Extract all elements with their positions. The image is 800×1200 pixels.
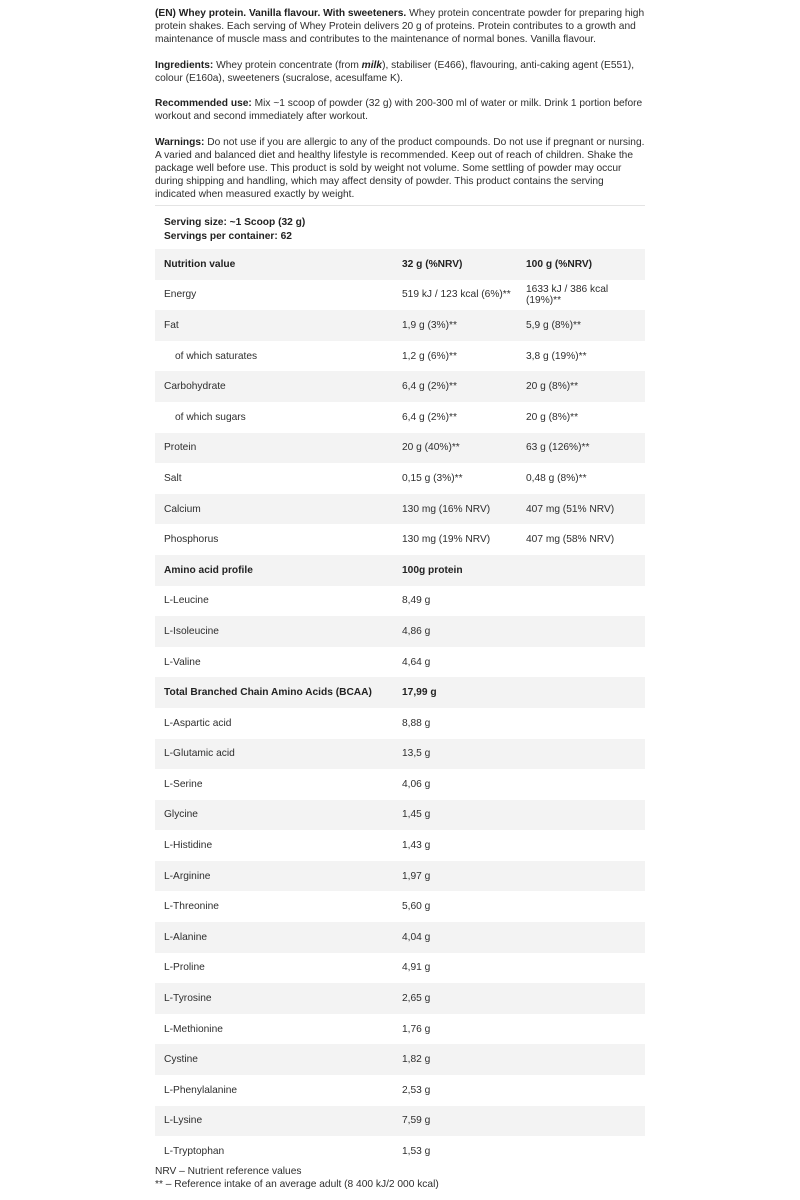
table-cell-c3: 0,48 g (8%)** — [526, 472, 587, 484]
table-cell-c3 — [526, 708, 645, 739]
table-row — [155, 555, 645, 586]
table-row — [155, 586, 645, 617]
table-cell-c3 — [526, 922, 645, 953]
table-cell-c2: 8,49 g — [402, 595, 431, 607]
table-cell-c3 — [526, 953, 645, 984]
table-row — [155, 922, 645, 953]
table-row — [155, 861, 645, 892]
table-row — [155, 280, 645, 311]
table-cell-c2: 1,2 g (6%)** — [402, 350, 457, 362]
table-row — [155, 800, 645, 831]
table-cell-c1: L-Lysine — [155, 1106, 402, 1137]
intro-paragraph — [155, 7, 645, 46]
table-cell-c2: 0,15 g (3%)** — [402, 472, 463, 484]
intro-heading: (EN) Whey protein. Vanilla flavour. With sweeteners. — [155, 8, 407, 19]
divider — [155, 205, 645, 206]
table-cell-c2: 1,45 g — [402, 800, 526, 831]
table-cell-c1: L-Histidine — [164, 840, 213, 852]
table-cell-c1: of which saturates — [175, 350, 258, 362]
table-cell-c2: 6,4 g (2%)** — [402, 371, 526, 402]
table-cell-c1: Phosphorus — [164, 534, 219, 546]
table-cell-c3 — [526, 586, 645, 617]
table-cell-c2: 8,88 g — [402, 717, 431, 729]
table-row — [155, 708, 645, 739]
recommended-use-text: Mix ~1 scoop of powder (32 g) with 200-300 ml of water or milk. Drink 1 portion before workout and second immediately after workout. — [155, 98, 643, 123]
table-cell-c2: 1,76 g — [402, 1023, 431, 1035]
table-cell-c1: L-Valine — [164, 656, 201, 668]
table-row — [155, 1106, 645, 1137]
table-row — [155, 830, 645, 861]
table-cell-c3 — [526, 616, 645, 647]
ingredients-text-after: ), stabiliser (E466), flavouring, anti-caking agent (E551), colour (E160a), sweeteners (sucralose, acesulfame K). — [155, 60, 635, 85]
table-cell-c2: 100g protein — [402, 555, 526, 586]
table-cell-c2: 1,97 g — [402, 861, 526, 892]
table-cell-c2: 2,65 g — [402, 983, 526, 1014]
table-cell-c3 — [526, 555, 645, 586]
table-cell-c3 — [526, 677, 645, 708]
table-row — [155, 1044, 645, 1075]
table-cell-c1: Nutrition value — [155, 249, 402, 280]
table-cell-c1: of which sugars — [175, 411, 246, 423]
table-row — [155, 1136, 645, 1167]
table-cell-c1: Calcium — [155, 494, 402, 525]
table-cell-c2: 5,60 g — [402, 901, 431, 913]
table-cell-c2: 1,82 g — [402, 1044, 526, 1075]
table-cell-c1: Total Branched Chain Amino Acids (BCAA) — [155, 677, 402, 708]
table-cell-c3: 20 g (8%)** — [526, 411, 579, 423]
table-row — [155, 739, 645, 770]
ingredients-text-before: Whey protein concentrate (from — [213, 60, 362, 71]
table-row — [155, 433, 645, 464]
table-row — [155, 677, 645, 708]
nutrition-table — [155, 249, 645, 1167]
table-cell-c3 — [526, 861, 645, 892]
table-cell-c1: L-Glutamic acid — [155, 739, 402, 770]
table-cell-c2: 4,04 g — [402, 922, 526, 953]
table-cell-c3 — [526, 891, 645, 922]
table-cell-c2: 20 g (40%)** — [402, 433, 526, 464]
table-cell-c2: 1,53 g — [402, 1146, 431, 1158]
table-cell-c3: 20 g (8%)** — [526, 371, 645, 402]
table-cell-c1: L-Methionine — [164, 1023, 223, 1035]
table-cell-c2: 7,59 g — [402, 1106, 526, 1137]
table-cell-c3 — [526, 1106, 645, 1137]
table-row — [155, 647, 645, 678]
footnote-reference: ** – Reference intake of an average adult (8 400 kJ/2 000 kcal) — [155, 1178, 439, 1190]
table-cell-c1: Amino acid profile — [155, 555, 402, 586]
table-cell-c3: 100 g (%NRV) — [526, 249, 645, 280]
table-cell-c2: 519 kJ / 123 kcal (6%)** — [402, 289, 511, 301]
table-row — [155, 1014, 645, 1045]
footnote-nrv: NRV – Nutrient reference values — [155, 1166, 302, 1177]
footnotes — [155, 1166, 439, 1191]
table-cell-c2: 1,9 g (3%)** — [402, 310, 526, 341]
table-cell-c1: L-Proline — [164, 962, 205, 974]
table-cell-c1: L-Serine — [164, 778, 203, 790]
table-cell-c2: 130 mg (16% NRV) — [402, 494, 526, 525]
table-row — [155, 371, 645, 402]
table-row — [155, 769, 645, 800]
servings-per-container: Servings per container: 62 — [164, 231, 292, 242]
table-cell-c3: 5,9 g (8%)** — [526, 310, 645, 341]
table-cell-c3 — [526, 1075, 645, 1106]
table-cell-c3: 407 mg (58% NRV) — [526, 534, 615, 546]
intro-text: Whey protein concentrate powder for preparing high protein shakes. Each serving of Whey Protein delivers 20 g of proteins. Protein contributes to a growth and maintenance of muscle mass and contributes to the maintenance of normal bones. Vanilla flavour. — [155, 8, 645, 46]
table-cell-c3: 407 mg (51% NRV) — [526, 494, 645, 525]
table-cell-c3 — [526, 800, 645, 831]
table-cell-c2: 4,06 g — [402, 778, 431, 790]
table-row — [155, 463, 645, 494]
table-cell-c3 — [526, 1044, 645, 1075]
serving-size: Serving size: ~1 Scoop (32 g) — [164, 217, 306, 228]
table-cell-c3 — [526, 1014, 645, 1045]
table-cell-c2: 32 g (%NRV) — [402, 249, 526, 280]
table-cell-c3 — [526, 647, 645, 678]
table-row — [155, 341, 645, 372]
table-cell-c3 — [526, 769, 645, 800]
table-cell-c2: 4,64 g — [402, 656, 431, 668]
table-cell-c1: Glycine — [155, 800, 402, 831]
table-cell-c2: 4,86 g — [402, 616, 526, 647]
serving-info — [164, 216, 305, 244]
warnings-paragraph — [155, 136, 645, 201]
recommended-use-paragraph — [155, 97, 645, 123]
table-cell-c3: 1633 kJ / 386 kcal (19%)** — [526, 283, 609, 306]
table-cell-c1: L-Tyrosine — [155, 983, 402, 1014]
table-cell-c1: L-Alanine — [155, 922, 402, 953]
table-cell-c2: 130 mg (19% NRV) — [402, 534, 491, 546]
ingredients-allergen: milk — [361, 60, 383, 71]
table-row — [155, 616, 645, 647]
table-row — [155, 524, 645, 555]
table-cell-c3 — [526, 830, 645, 861]
table-cell-c3 — [526, 739, 645, 770]
recommended-use-label: Recommended use: — [155, 98, 252, 109]
table-row — [155, 1075, 645, 1106]
table-cell-c3: 63 g (126%)** — [526, 433, 645, 464]
table-cell-c2: 4,91 g — [402, 962, 431, 974]
table-row — [155, 983, 645, 1014]
ingredients-paragraph — [155, 59, 645, 85]
table-cell-c1: Cystine — [155, 1044, 402, 1075]
table-cell-c1: L-Phenylalanine — [164, 1084, 238, 1096]
table-cell-c1: Protein — [155, 433, 402, 464]
table-cell-c1: Carbohydrate — [155, 371, 402, 402]
table-row — [155, 249, 645, 280]
table-cell-c1: Fat — [155, 310, 402, 341]
table-row — [155, 494, 645, 525]
table-cell-c3: 3,8 g (19%)** — [526, 350, 587, 362]
table-cell-c1: L-Isoleucine — [155, 616, 402, 647]
table-cell-c2: 1,43 g — [402, 840, 431, 852]
table-cell-c2: 2,53 g — [402, 1084, 431, 1096]
table-cell-c1: L-Aspartic acid — [164, 717, 232, 729]
warnings-label: Warnings: — [155, 137, 205, 148]
table-cell-c1: L-Tryptophan — [164, 1146, 225, 1158]
table-cell-c2: 6,4 g (2%)** — [402, 411, 457, 423]
table-cell-c3 — [526, 1136, 645, 1167]
ingredients-label: Ingredients: — [155, 60, 214, 71]
table-row — [155, 402, 645, 433]
table-cell-c2: 13,5 g — [402, 739, 526, 770]
table-cell-c1: L-Leucine — [164, 595, 209, 607]
table-cell-c2: 17,99 g — [402, 677, 526, 708]
table-row — [155, 310, 645, 341]
table-row — [155, 891, 645, 922]
table-row — [155, 953, 645, 984]
table-cell-c1: L-Threonine — [164, 901, 219, 913]
table-cell-c3 — [526, 983, 645, 1014]
table-cell-c1: Salt — [164, 472, 182, 484]
warnings-text: Do not use if you are allergic to any of the product compounds. Do not use if pregnant or nursing. A varied and balanced diet and healthy lifestyle is recommended. Keep out of reach of children. Shake the package well before use. This product is sold by weight not volume. Some settling of powder may occur during shipping and handling, which may affect density of powder. This product contains the serving indicated when measured exactly by weight. — [155, 137, 645, 201]
table-cell-c1: Energy — [164, 289, 197, 301]
table-cell-c1: L-Arginine — [155, 861, 402, 892]
